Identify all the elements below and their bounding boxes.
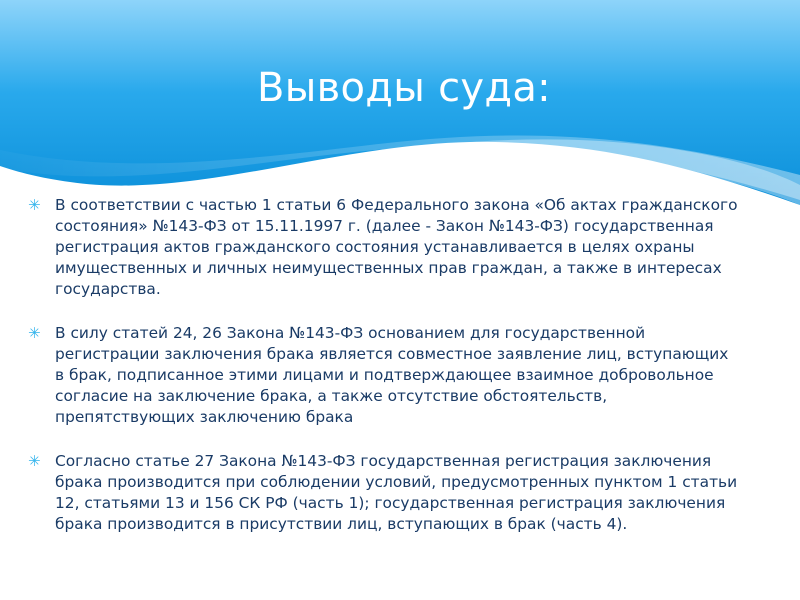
bullet-star-icon: ✳	[28, 452, 41, 470]
bullet-star-icon: ✳	[28, 196, 41, 214]
bullet-text: В соответствии с частью 1 статьи 6 Федерального закона «Об актах гражданского состояния» №143-ФЗ от 15.11.1997 г. (далее - Закон №143-ФЗ) государственная регистрация актов гражданского состояния устанавливается в целях охраны имущественных и личных неимущественных прав граждан, а также в интересах государства.	[55, 196, 738, 298]
bullet-star-icon: ✳	[28, 324, 41, 342]
bullet-item	[28, 323, 738, 428]
bullet-text: В силу статей 24, 26 Закона №143-ФЗ основанием для государственной регистрации заключения брака является совместное заявление лиц, вступающих в брак, подписанное этими лицами и подтверждающее взаимное добровольное согласие на заключение брака, а также отсутствие обстоятельств, препятствующих заключению брака	[55, 324, 729, 426]
bullet-list	[28, 195, 738, 535]
bullet-text: Согласно статье 27 Закона №143-ФЗ государственная регистрация заключения брака производится при соблюдении условий, предусмотренных пунктом 1 статьи 12, статьями 13 и 156 СК РФ (часть 1); государственная регистрация заключения брака производится в присутствии лиц, вступающих в брак (часть 4).	[55, 452, 738, 533]
bullet-item	[28, 195, 738, 300]
slide-title: Выводы суда:	[257, 65, 551, 111]
bullet-item	[28, 451, 738, 535]
